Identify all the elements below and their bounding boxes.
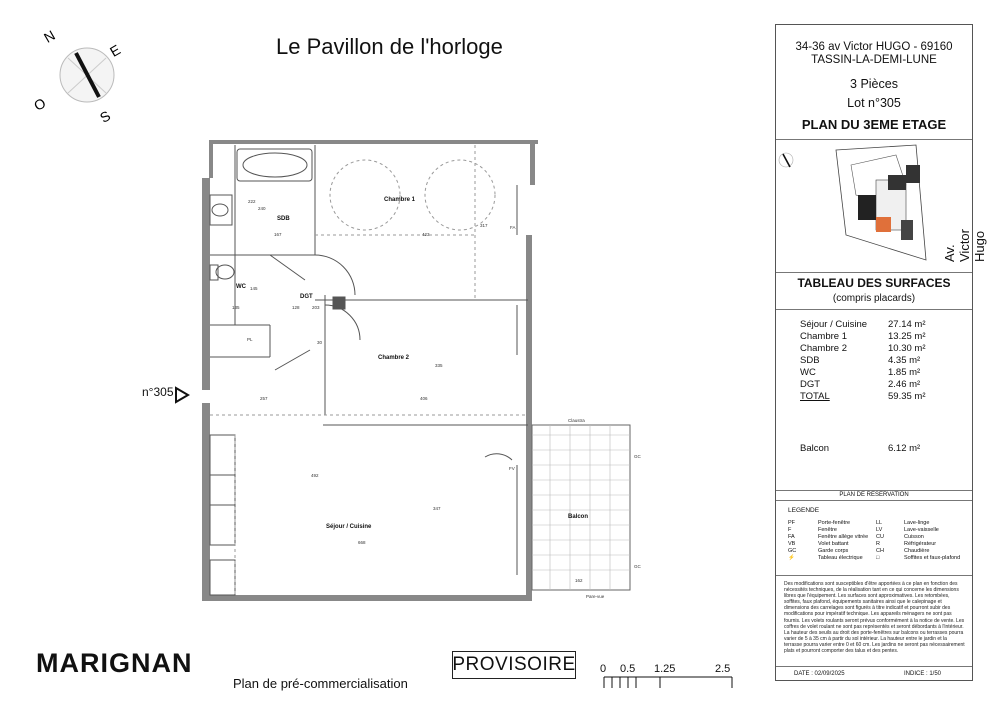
- page-title: Le Pavillon de l'horloge: [276, 34, 503, 59]
- surfaces-subtitle: (compris placards): [832, 293, 916, 304]
- dim-317: 317: [480, 223, 488, 228]
- dim-668: 668: [358, 540, 366, 545]
- dim-203: 203: [312, 305, 320, 310]
- room-chambre1: Chambre 1: [384, 197, 416, 203]
- entry-label: n°305: [142, 385, 174, 399]
- compass-n: N: [41, 26, 58, 46]
- page-subtitle: Plan de pré-commercialisation: [233, 676, 408, 691]
- dim-30: 30: [317, 340, 323, 345]
- room-dgt: DGT: [300, 294, 313, 300]
- room-balcon: Balcon: [568, 514, 589, 520]
- disclaimer-notes: Des modifications sont susceptibles d'être apportées à ce plan en fonction des nécessités techniques, de la réalisation tant en ce qui concerne les dimensions libres que l'équipement. Les surfaces sont approximatives. Les retombées, soffites, faux plafond, équipements sanitaires ainsi que le calepinage et dimensions des carrelages sont figurés à titre indicatif et pourront subir des modifications pour impératif technique. Les appareils ménagers ne sont pas fournis. Les volets roulants seront prévus conformément à la notice de vente. Les coffres de volet roulant ne sont pas représentés et seront débordants à l'intérieur. La hauteur des seuils au droit des porte-fenêtres sur balcons ou terrasses pourra varier de 5 à 35 cm à partir du sol intérieur. La hauteur entre le jardin et la terrasse pourra varier entre 0 et 60 cm. Les jardins ne seront pas nécessairement plats et pourront comporter des talus et des pentes.: [784, 581, 965, 655]
- scale-label-1: 0.5: [620, 663, 636, 675]
- room-sejour: Séjour / Cuisine: [326, 524, 372, 530]
- rooms-count: 3 Pièces: [850, 77, 898, 91]
- compass-s: S: [97, 107, 114, 126]
- dim-347: 347: [433, 506, 441, 511]
- dim-335: 335: [435, 363, 443, 368]
- mark-fv: FV: [509, 466, 515, 471]
- scale-label-2: 1.25: [654, 663, 676, 675]
- dim-145: 145: [250, 286, 258, 291]
- surface-row: Chambre 1 13.25 m²: [800, 331, 926, 342]
- surface-total-row: TOTAL 59.35 m²: [800, 391, 926, 402]
- dim-406: 406: [420, 396, 428, 401]
- legend-right-labels: Lave-linge Lave-vaisselle Cuisson Réfrigérateur Chaudière Soffites et faux-plafond: [904, 520, 961, 561]
- scale-label-3: 2.5: [715, 663, 731, 675]
- surface-row: WC 1.85 m²: [800, 367, 921, 378]
- dim-128: 128: [292, 305, 300, 310]
- surfaces-title: TABLEAU DES SURFACES: [797, 276, 951, 290]
- brand-logo: MARIGNAN: [36, 648, 193, 678]
- legend-right-codes: LL LV CU R CH □: [876, 520, 884, 561]
- plan-date: DATE : 02/09/2025: [794, 671, 845, 677]
- status-stamp: PROVISOIRE: [452, 651, 576, 679]
- dim-162: 162: [575, 578, 583, 583]
- compass: [30, 20, 140, 130]
- surface-row: DGT 2.46 m²: [800, 379, 921, 390]
- dim-240: 240: [258, 206, 266, 211]
- dim-257: 257: [260, 396, 268, 401]
- room-wc: WC: [236, 284, 246, 290]
- address-line-2: TASSIN-LA-DEMI-LUNE: [811, 54, 937, 66]
- address-line-1: 34-36 av Victor HUGO - 69160: [795, 41, 953, 53]
- dim-222: 222: [248, 199, 256, 204]
- address: [776, 41, 972, 67]
- surface-balcon-row: Balcon 6.12 m²: [800, 443, 921, 454]
- street-name: Av. Victor Hugo: [942, 229, 987, 262]
- reservation-title: PLAN DE RESERVATION: [839, 492, 909, 498]
- mark-claustra: Claustra: [568, 418, 585, 423]
- legend-left-codes: PF F FA VB GC ⚡: [788, 520, 797, 561]
- mark-pare-vue: Pare-vue: [586, 594, 605, 599]
- compass-o: O: [31, 94, 49, 114]
- lot-number: Lot n°305: [847, 96, 901, 110]
- surface-row: Chambre 2 10.30 m²: [800, 343, 926, 354]
- room-chambre2: Chambre 2: [378, 355, 410, 361]
- surface-row: Séjour / Cuisine 27.14 m²: [800, 319, 926, 330]
- legend-title: LEGENDE: [788, 507, 820, 514]
- mark-gc2: GC: [634, 564, 641, 569]
- mark-gc: GC: [634, 454, 641, 459]
- mark-fa: FA: [510, 225, 516, 230]
- legend-left-labels: Porte-fenêtre Fenêtre Fenêtre allège vitrée Volet battant Garde corps Tableau électrique: [818, 520, 869, 561]
- entry-arrow-icon: [176, 388, 188, 402]
- scale-label-0: 0: [600, 663, 607, 675]
- info-panel: [775, 24, 987, 681]
- mark-pl: PL: [247, 337, 253, 342]
- compass-e: E: [107, 41, 124, 60]
- dim-492: 492: [311, 473, 319, 478]
- surface-row: SDB 4.35 m²: [800, 355, 921, 366]
- plan-title: PLAN DU 3EME ETAGE: [801, 117, 947, 132]
- floor-plan: [140, 135, 640, 605]
- scale-bar: [598, 660, 738, 690]
- lot-location-marker: [876, 217, 891, 232]
- dim-423: 423: [422, 232, 430, 237]
- plan-index: INDICE : 1/50: [904, 671, 942, 677]
- dim-135: 135: [232, 305, 240, 310]
- dim-167: 167: [274, 232, 282, 237]
- room-sdb: SDB: [277, 216, 290, 222]
